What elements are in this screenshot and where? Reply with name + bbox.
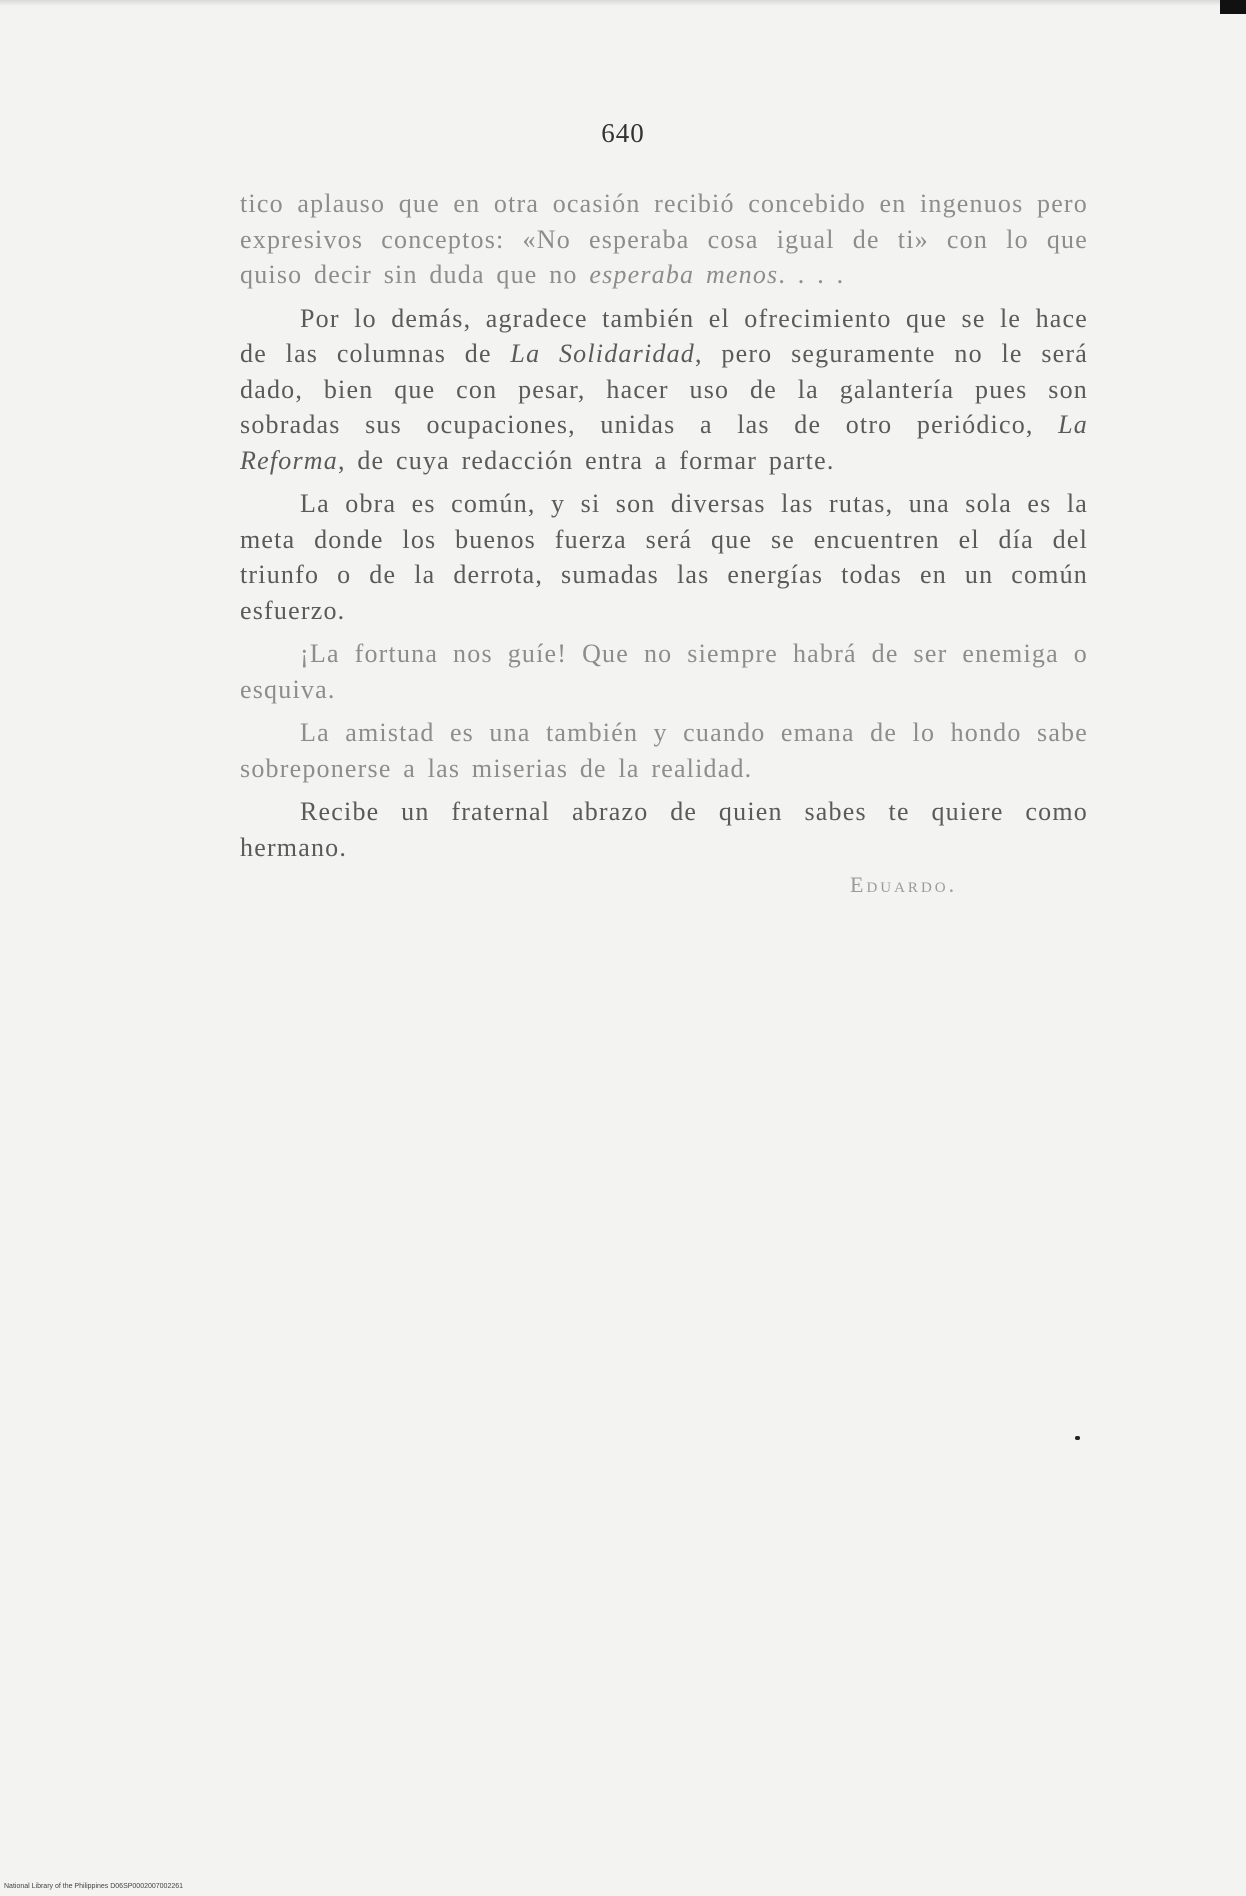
paragraph-1 [240,186,1088,293]
paragraph-1-text-1: tico aplauso que en otra ocasión recibió concebido en ingenuos pero expresivos conceptos: «No esperaba cosa igual de ti» con lo que quiso decir sin duda que no [240,189,1088,289]
paragraph-2-text-3: , de cuya redacción entra a formar parte. [337,445,835,475]
paragraph-6-text: Recibe un fraternal abrazo de quien sabes te quiere como hermano. [240,797,1088,862]
scan-top-edge [0,0,1246,6]
letter-body [240,186,1088,873]
paragraph-3-text: La obra es común, y si son diversas las rutas, una sola es la meta donde los buenos fuerza será que se encuentren el día del triunfo o de la derrota, sumadas las energías todas en un común esfuerzo. [240,489,1088,625]
paragraph-2 [240,301,1088,479]
paragraph-2-italic-la-reforma: La Reforma [240,410,1088,475]
paragraph-3 [240,486,1088,628]
paragraph-2-text-2: , pero seguramente no le será dado, bien que con pesar, hacer uso de la galantería pues son sobradas sus ocupaciones, unidas a las de otro periódico, [240,339,1088,439]
paragraph-4-text: ¡La fortuna nos guíe! Que no siempre habrá de ser enemiga o esquiva. [240,639,1088,704]
paragraph-2-italic-la-solidaridad: La Solidaridad [510,339,695,368]
paragraph-1-italic-esperaba-menos: esperaba menos [589,260,779,289]
paragraph-2-text-1: Por lo demás, agradece también el ofrecimiento que se le hace de las columnas de [240,303,1088,368]
footer-credit: National Library of the Philippines D06SP0002007002261 [4,1883,184,1890]
paragraph-5-text: La amistad es una también y cuando emana de lo hondo sabe sobreponerse a las miserias de la realidad. [240,718,1088,783]
paragraph-5 [240,715,1088,786]
paragraph-6 [240,794,1088,865]
page-number: 640 [601,118,645,148]
paragraph-1-text-2: . . . . [778,260,845,289]
signature: Eduardo. [850,872,958,897]
ink-speck [1075,1436,1080,1440]
scan-corner-mark [1220,0,1246,14]
paragraph-4 [240,636,1088,707]
